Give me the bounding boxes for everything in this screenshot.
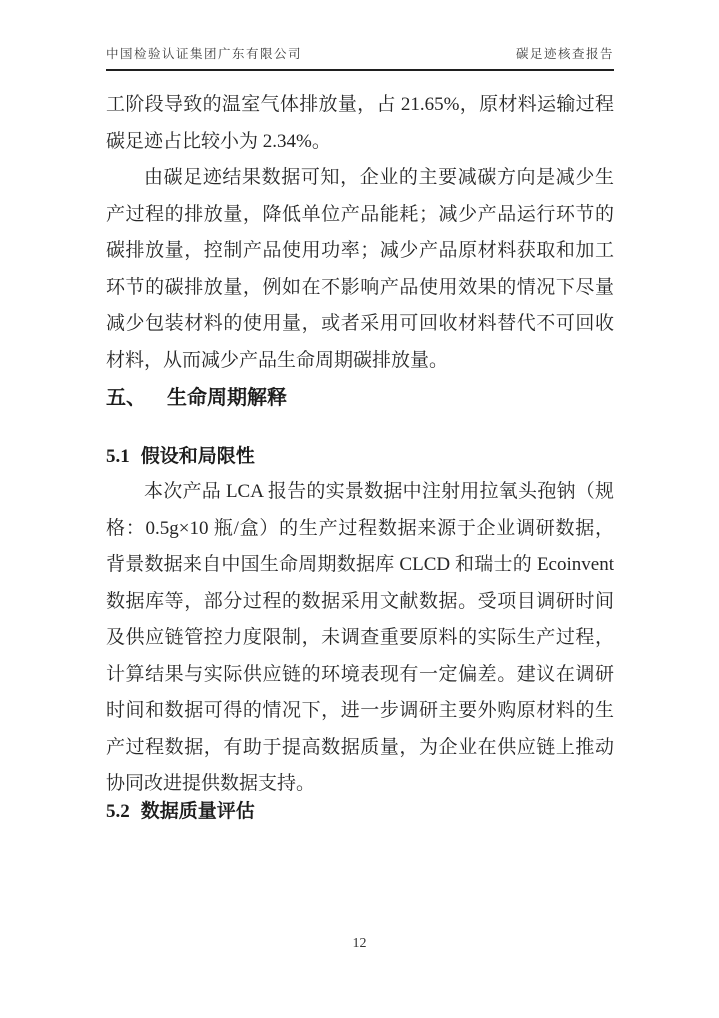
page-header bbox=[106, 44, 614, 71]
page-footer bbox=[0, 936, 719, 952]
section-5-2-number: 5.2 bbox=[106, 801, 130, 822]
page-number: 12 bbox=[352, 936, 367, 951]
section-5-heading bbox=[106, 386, 614, 410]
body-text-block bbox=[106, 87, 614, 379]
section-5-2-title: 数据质量评估 bbox=[140, 801, 255, 822]
section-5-1-heading bbox=[106, 445, 614, 469]
assumptions-text-block bbox=[106, 474, 614, 803]
section-5-number: 五、 bbox=[106, 387, 146, 409]
section-5-2-heading bbox=[106, 800, 614, 824]
header-report-title: 碳足迹核查报告 bbox=[515, 47, 614, 61]
paragraph-continuation: 工阶段导致的温室气体排放量，占 21.65%，原材料运输过程碳足迹占比较小为 2.34%。 bbox=[106, 94, 614, 152]
section-5-1-title: 假设和局限性 bbox=[140, 446, 255, 467]
paragraph-assumptions: 本次产品 LCA 报告的实景数据中注射用拉氧头孢钠（规格：0.5g×10 瓶/盒）的生产过程数据来源于企业调研数据，背景数据来自中国生命周期数据库 CLCD 和瑞士的 Ecoinvent 数据库等，部分过程的数据采用文献数据。受项目调研时间及供应链管控力度限制，未调查重要原料的实际生产过程，计算结果与实际供应链的环境表现有一定偏差。建议在调研时间和数据可得的情况下，进一步调研主要外购原材料的生产过程数据，有助于提高数据质量，为企业在供应链上推动协同改进提供数据支持。 bbox=[106, 481, 614, 794]
paragraph-reduction-directions: 由碳足迹结果数据可知，企业的主要减碳方向是减少生产过程的排放量，降低单位产品能耗；减少产品运行环节的碳排放量，控制产品使用功率；减少产品原材料获取和加工环节的碳排放量，例如在不影响产品使用效果的情况下尽量减少包装材料的使用量，或者采用可回收材料替代不可回收材料，从而减少产品生命周期碳排放量。 bbox=[106, 167, 614, 371]
section-5-title: 生命周期解释 bbox=[167, 387, 287, 409]
header-company-name: 中国检验认证集团广东有限公司 bbox=[106, 47, 303, 61]
section-5-1-number: 5.1 bbox=[106, 446, 130, 467]
